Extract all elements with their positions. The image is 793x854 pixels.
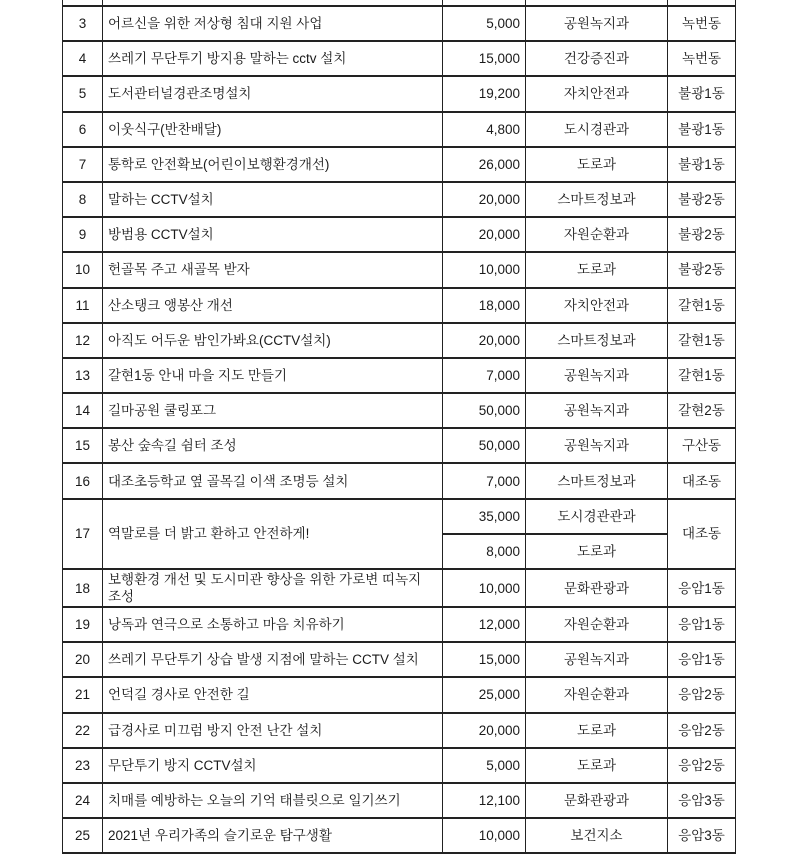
project-name-cell: 치매를 예방하는 오늘의 기억 태블릿으로 일기쓰기 [103,783,443,818]
row-number-cell: 19 [63,607,103,642]
table-row [63,713,736,748]
department-cell: 공원녹지과 [526,358,668,393]
row-number-cell: 7 [63,147,103,182]
amount-cell: 10,000 [443,818,526,853]
department-cell: 자치안전과 [526,288,668,323]
department-cell: 스마트정보과 [526,323,668,358]
district-cell: 불광2동 [668,182,736,217]
amount-cell: 25,000 [443,677,526,712]
table-row [63,783,736,818]
amount-cell: 35,000 [443,499,526,534]
project-name-cell: 이웃식구(반찬배달) [103,112,443,147]
row-number-cell: 8 [63,182,103,217]
district-cell: 녹번동 [668,41,736,76]
department-cell: 건강증진과 [526,41,668,76]
project-name-cell: 언덕길 경사로 안전한 길 [103,677,443,712]
row-number-cell: 9 [63,217,103,252]
project-name-cell: 역말로를 더 밝고 환하고 안전하게! [103,499,443,569]
amount-cell: 12,100 [443,783,526,818]
amount-cell: 7,000 [443,358,526,393]
project-name-cell: 헌골목 주고 새골목 받자 [103,252,443,287]
district-cell: 불광1동 [668,147,736,182]
row-number-cell: 25 [63,818,103,853]
project-name-cell: 봉산 숲속길 쉼터 조성 [103,428,443,463]
project-name-cell: 낭독과 연극으로 소통하고 마음 치유하기 [103,607,443,642]
department-cell: 공원녹지과 [526,6,668,41]
department-cell: 공원녹지과 [526,428,668,463]
amount-cell: 5,000 [443,748,526,783]
department-cell: 도로과 [526,252,668,287]
project-name-cell: 쓰레기 무단투기 방지용 말하는 cctv 설치 [103,41,443,76]
department-cell: 스마트정보과 [526,463,668,498]
row-number-cell: 16 [63,463,103,498]
row-number-cell: 13 [63,358,103,393]
department-cell: 도로과 [526,748,668,783]
district-cell: 불광1동 [668,112,736,147]
amount-cell: 15,000 [443,642,526,677]
project-name-cell: 길마공원 쿨링포그 [103,393,443,428]
table-row [63,818,736,853]
row-number-cell: 23 [63,748,103,783]
row-number-cell: 5 [63,76,103,111]
project-name-cell: 급경사로 미끄럼 방지 안전 난간 설치 [103,713,443,748]
department-cell: 도로과 [526,534,668,569]
department-cell: 문화관광과 [526,783,668,818]
row-number-cell: 15 [63,428,103,463]
project-name-cell: 2021년 우리가족의 슬기로운 탐구생활 [103,818,443,853]
department-cell: 보건지소 [526,818,668,853]
table-row [63,323,736,358]
amount-cell: 5,000 [443,6,526,41]
row-number-cell: 10 [63,252,103,287]
department-cell: 공원녹지과 [526,393,668,428]
project-name-cell: 무단투기 방지 CCTV설치 [103,748,443,783]
table-row [63,41,736,76]
table-row [63,112,736,147]
table-row [63,677,736,712]
department-cell: 스마트정보과 [526,182,668,217]
amount-cell: 10,000 [443,569,526,607]
district-cell: 녹번동 [668,6,736,41]
row-number-cell: 17 [63,499,103,569]
amount-cell: 4,800 [443,112,526,147]
table-row [63,642,736,677]
district-cell: 응암1동 [668,569,736,607]
table-row [63,393,736,428]
district-cell: 갈현1동 [668,288,736,323]
amount-cell: 50,000 [443,428,526,463]
department-cell: 자원순환과 [526,217,668,252]
district-cell: 응암3동 [668,818,736,853]
table-row [63,358,736,393]
department-cell: 도로과 [526,713,668,748]
amount-cell: 18,000 [443,288,526,323]
amount-cell: 7,000 [443,463,526,498]
row-number-cell: 11 [63,288,103,323]
project-name-cell: 말하는 CCTV설치 [103,182,443,217]
project-name-cell: 도서관터널경관조명설치 [103,76,443,111]
amount-cell: 20,000 [443,182,526,217]
row-number-cell: 4 [63,41,103,76]
row-number-cell: 20 [63,642,103,677]
table-row [63,6,736,41]
amount-cell: 8,000 [443,534,526,569]
district-cell: 응암1동 [668,607,736,642]
district-cell: 응암2동 [668,677,736,712]
row-number-cell: 21 [63,677,103,712]
amount-cell: 20,000 [443,217,526,252]
project-name-cell: 산소탱크 앵봉산 개선 [103,288,443,323]
project-name-cell: 아직도 어두운 밤인가봐요(CCTV설치) [103,323,443,358]
district-cell: 갈현1동 [668,323,736,358]
table-row [63,182,736,217]
amount-cell: 26,000 [443,147,526,182]
amount-cell: 15,000 [443,41,526,76]
amount-cell: 20,000 [443,323,526,358]
project-name-cell: 갈현1동 안내 마을 지도 만들기 [103,358,443,393]
row-number-cell: 18 [63,569,103,607]
table-row [63,569,736,607]
district-cell: 갈현2동 [668,393,736,428]
table-row [63,499,736,534]
table-row [63,748,736,783]
table-row [63,288,736,323]
row-number-cell: 14 [63,393,103,428]
table-row [63,463,736,498]
district-cell: 불광2동 [668,252,736,287]
project-name-cell: 대조초등학교 옆 골목길 이색 조명등 설치 [103,463,443,498]
table-row [63,428,736,463]
table-row [63,607,736,642]
amount-cell: 50,000 [443,393,526,428]
department-cell: 자원순환과 [526,677,668,712]
district-cell: 갈현1동 [668,358,736,393]
amount-cell: 19,200 [443,76,526,111]
amount-cell: 10,000 [443,252,526,287]
district-cell: 응암3동 [668,783,736,818]
row-number-cell: 24 [63,783,103,818]
department-cell: 도로과 [526,147,668,182]
department-cell: 자원순환과 [526,607,668,642]
row-number-cell: 22 [63,713,103,748]
district-cell: 구산동 [668,428,736,463]
district-cell: 대조동 [668,463,736,498]
district-cell: 불광1동 [668,76,736,111]
row-number-cell: 6 [63,112,103,147]
department-cell: 도시경관관과 [526,499,668,534]
department-cell: 도시경관과 [526,112,668,147]
project-name-cell: 어르신을 위한 저상형 침대 지원 사업 [103,6,443,41]
budget-table [62,0,736,854]
district-cell: 응암2동 [668,713,736,748]
project-name-cell: 쓰레기 무단투기 상습 발생 지점에 말하는 CCTV 설치 [103,642,443,677]
district-cell: 응암1동 [668,642,736,677]
district-cell: 불광2동 [668,217,736,252]
row-number-cell: 12 [63,323,103,358]
table-row [63,217,736,252]
district-cell: 응암2동 [668,748,736,783]
project-name-cell: 통학로 안전확보(어린이보행환경개선) [103,147,443,182]
project-name-cell: 방범용 CCTV설치 [103,217,443,252]
district-cell: 대조동 [668,499,736,569]
row-number-cell: 3 [63,6,103,41]
project-name-cell: 보행환경 개선 및 도시미관 향상을 위한 가로변 띠녹지 조성 [103,569,443,607]
table-row [63,147,736,182]
department-cell: 문화관광과 [526,569,668,607]
table-row [63,76,736,111]
table-row [63,252,736,287]
amount-cell: 12,000 [443,607,526,642]
amount-cell: 20,000 [443,713,526,748]
department-cell: 공원녹지과 [526,642,668,677]
department-cell: 자치안전과 [526,76,668,111]
